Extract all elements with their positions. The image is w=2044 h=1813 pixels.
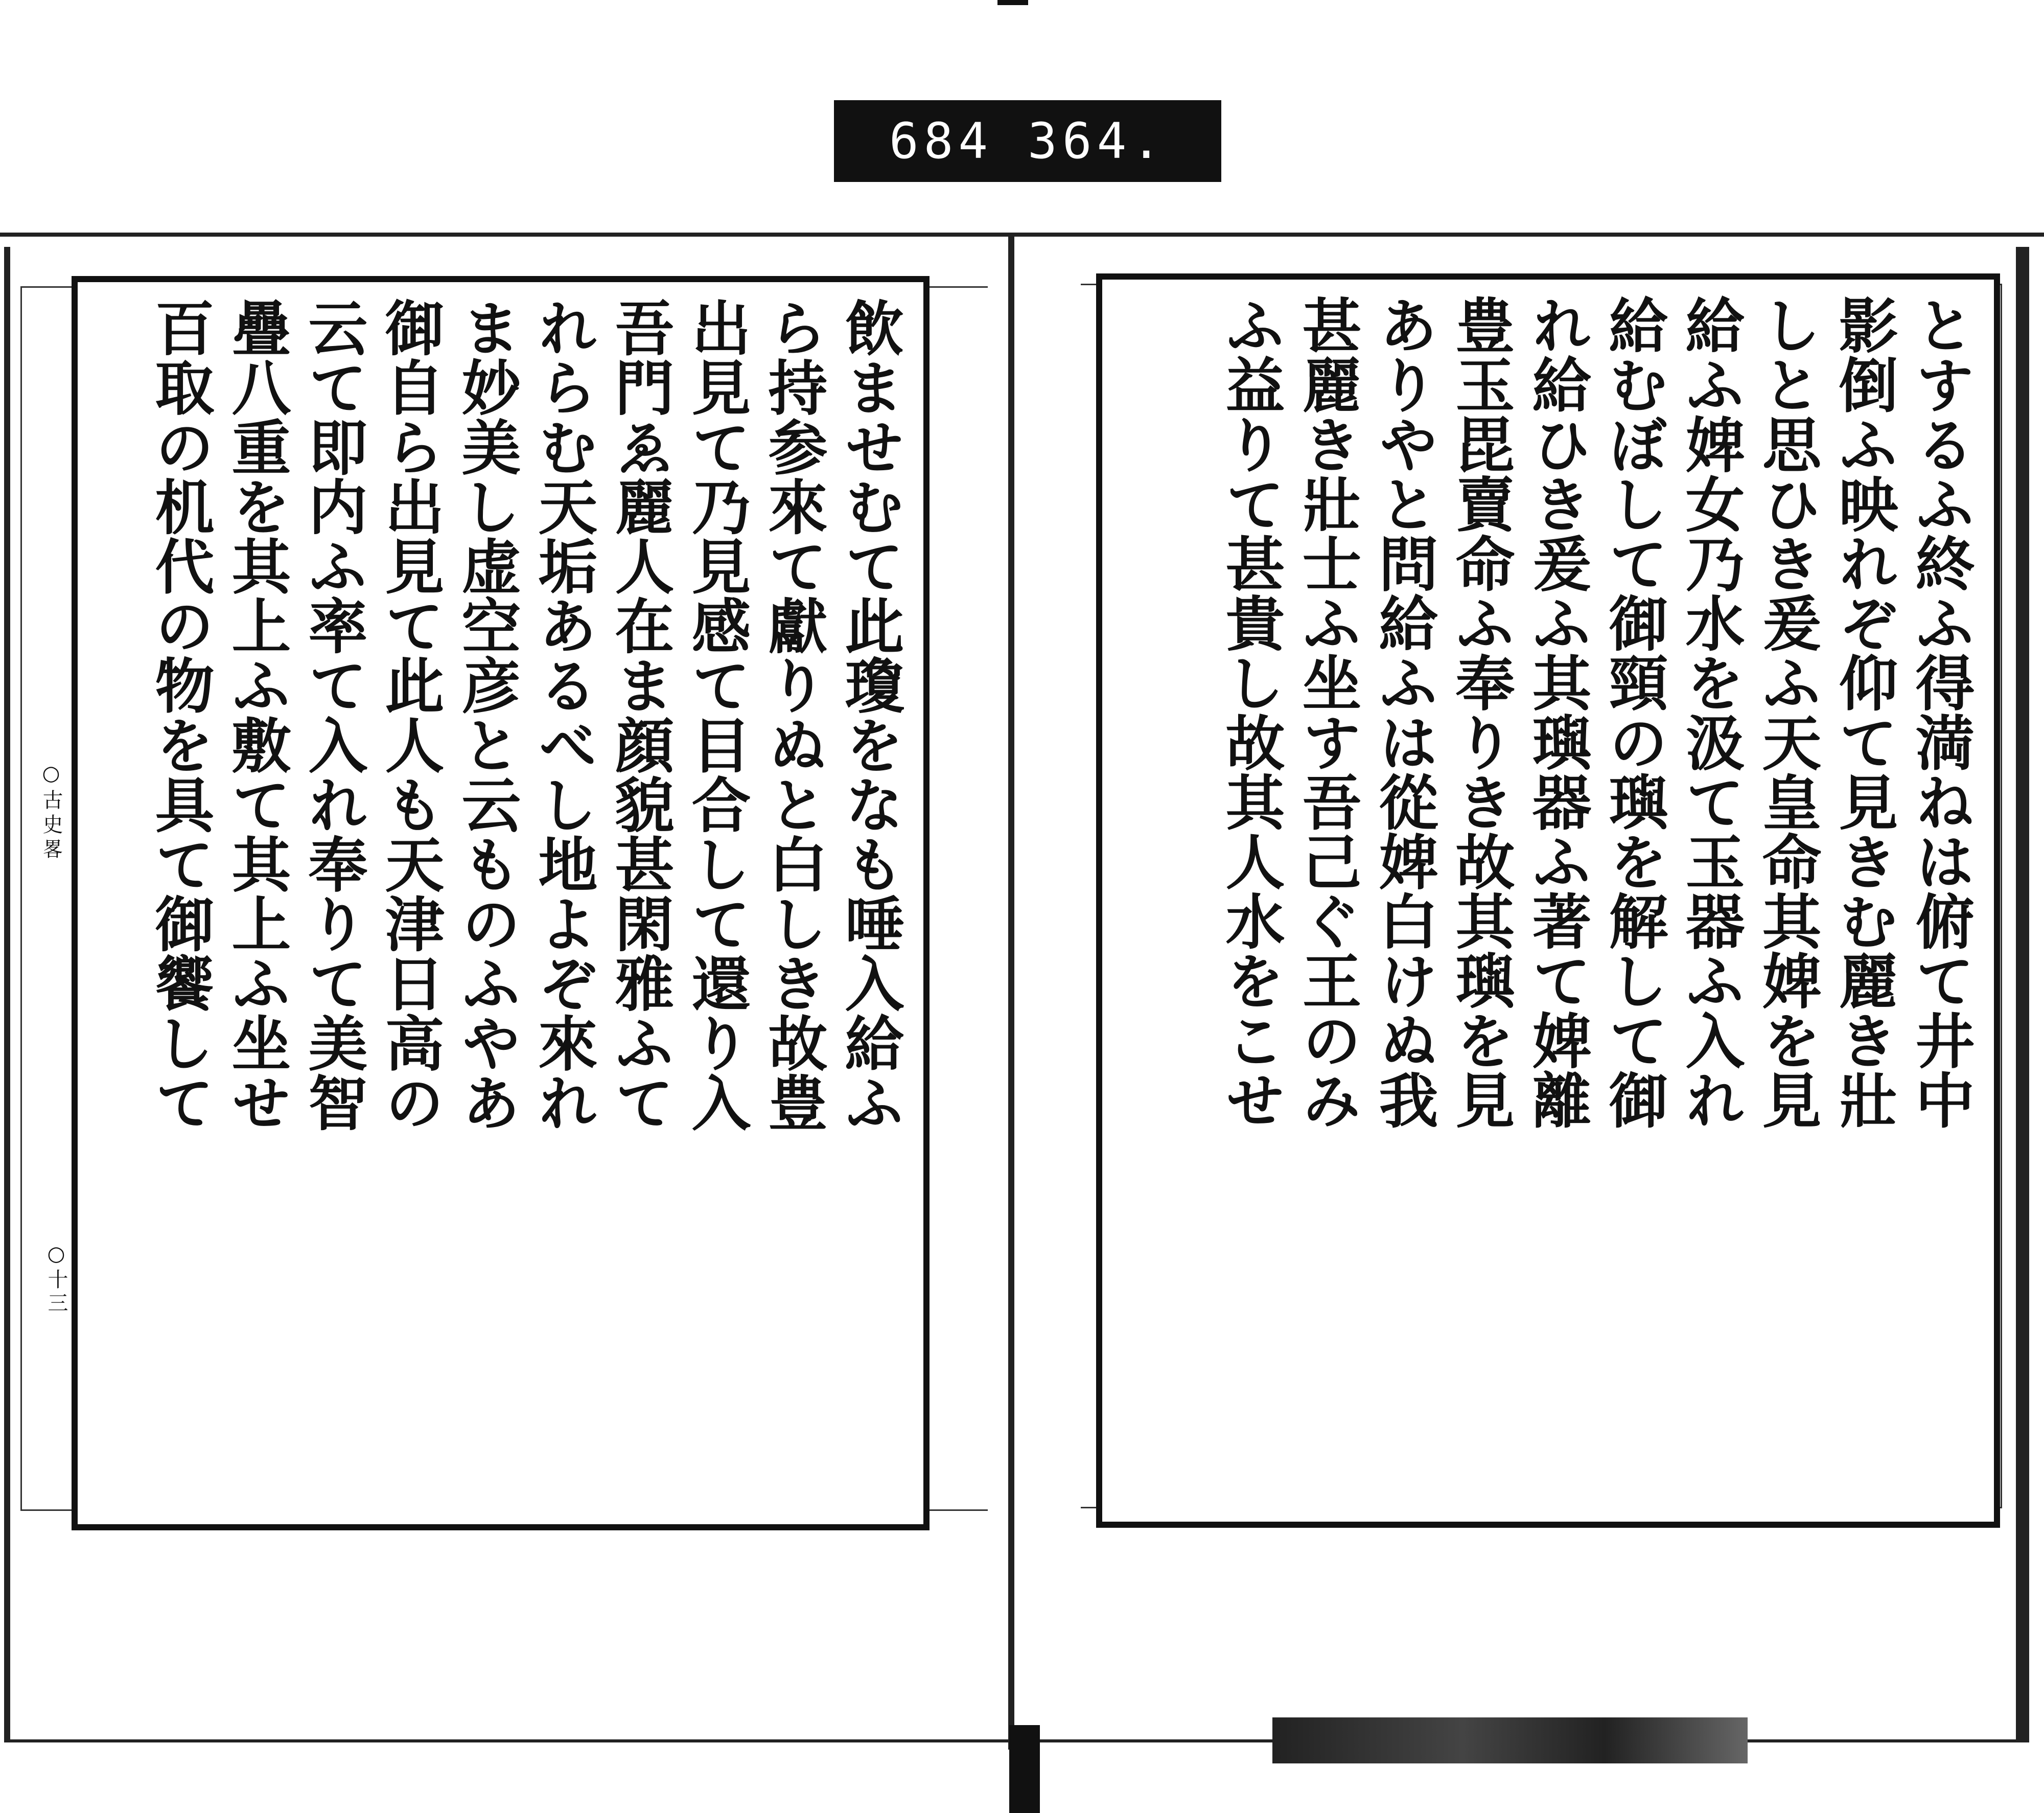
scan-edge-shadow <box>1272 1717 1748 1763</box>
text-column: ら持参來て獻りぬと白しき故豊 <box>758 297 828 1132</box>
text-column: 百取の机代の物を具て御饗して <box>145 297 215 1132</box>
text-column: 給むぼして御頸の璵を解して御 <box>1599 295 1668 1130</box>
spine-shadow <box>1009 1725 1040 1813</box>
text-column: しと思ひき爰ふ天皇命其婢を見 <box>1752 295 1822 1130</box>
text-column: 吾門ゑ麗人在ま顔貌甚閑雅ふて <box>605 297 675 1132</box>
text-column: ふ益りて甚貴し故其人水をこせ <box>1216 295 1285 1130</box>
text-column: 云て即内ふ率て入れ奉りて美智 <box>298 297 368 1132</box>
text-column: ありやと問給ふは從婢白けぬ我 <box>1369 295 1438 1130</box>
text-column: 飲ませむて此瓊をなも唾入給ふ <box>835 297 904 1132</box>
top-edge-mark <box>997 0 1028 5</box>
text-column: ま妙美し虚空彦と云ものふやあ <box>452 297 521 1132</box>
text-column: 御自ら出見て此人も天津日高の <box>375 297 445 1132</box>
text-column: れ給ひき爰ふ其璵器ふ著て婢離 <box>1522 295 1592 1130</box>
text-column: 疊八重を其上ふ敷て其上ふ坐せ <box>222 297 291 1132</box>
reference-number-label: 684 364. <box>834 100 1221 182</box>
text-column: 給ふ婢女乃水を汲て玉器ふ入れ <box>1676 295 1745 1130</box>
text-column: 豊玉毘賣命ふ奉りき故其璵を見 <box>1446 295 1515 1130</box>
book-gutter <box>1008 237 1014 1750</box>
right-vertical-text <box>1118 295 1979 1506</box>
left-vertical-text <box>93 297 908 1509</box>
margin-book-title: ○古史畧 <box>39 762 63 863</box>
page-folio: ○十三 <box>44 1242 68 1316</box>
text-column: れらむ天垢あるべし地よぞ來れ <box>528 297 598 1132</box>
text-column: 甚麗き壯士ふ坐す吾己ぐ王のみ <box>1292 295 1362 1130</box>
text-column: 影倒ふ映れぞ仰て見きむ麗き壯 <box>1829 295 1898 1130</box>
left-text-frame <box>72 276 930 1530</box>
text-column: 出見て乃見感て目合して還り入 <box>682 297 751 1132</box>
text-column: とするふ終ふ得満ねは俯て井中 <box>1906 295 1975 1130</box>
right-text-frame <box>1096 273 2000 1528</box>
